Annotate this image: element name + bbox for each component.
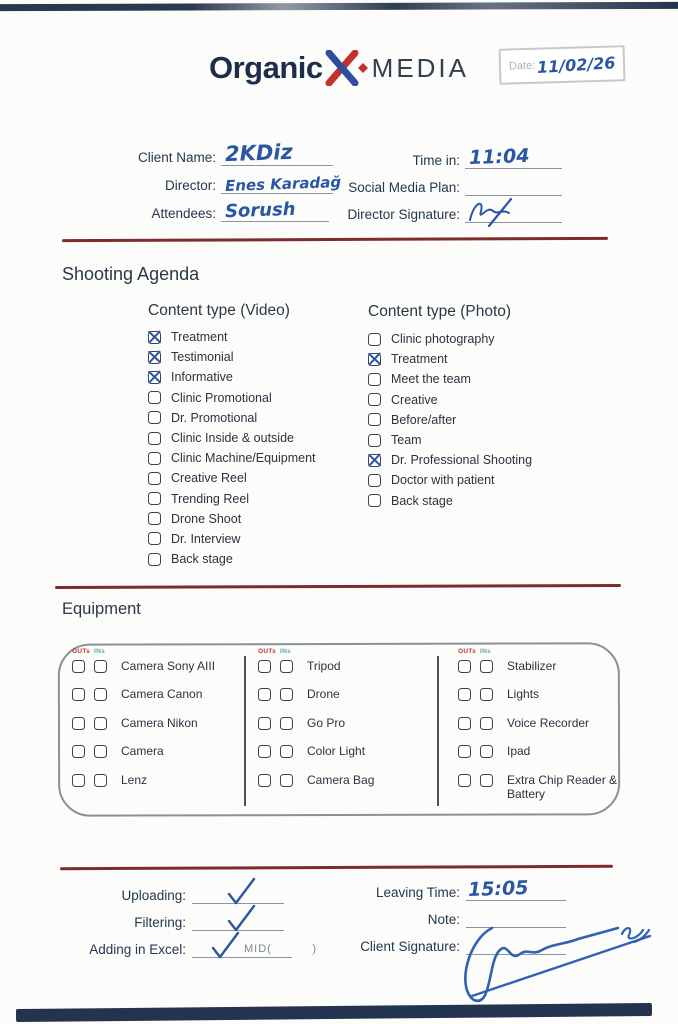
equipment-mini-headers [72, 648, 215, 656]
content-type-photo-title: Content type (Photo) [368, 303, 512, 320]
checkbox[interactable] [148, 512, 161, 525]
photo-option-treatment[interactable] [368, 349, 532, 369]
in-checkbox[interactable] [480, 688, 493, 701]
divider-rule-bottom [60, 865, 613, 870]
equipment-item-go-pro[interactable] [258, 716, 374, 744]
video-option-clinic-inside-outside[interactable] [148, 428, 316, 448]
date-value-handwritten: 11/02/26 [536, 52, 617, 77]
equipment-column-divider-1 [244, 656, 246, 806]
attendees-row [100, 200, 336, 222]
filtering-checkmark [226, 904, 258, 934]
checkbox-label: Creative [391, 392, 438, 407]
equipment-item-voice-recorder[interactable] [458, 716, 632, 744]
divider-rule-middle [55, 584, 621, 589]
adding-in-excel-field[interactable] [192, 935, 318, 958]
in-checkbox[interactable] [94, 745, 107, 758]
checkbox[interactable] [148, 411, 161, 424]
checkbox[interactable] [148, 331, 161, 344]
uploading-label: Uploading: [121, 888, 186, 903]
out-checkbox[interactable] [458, 745, 471, 758]
out-checkbox[interactable] [458, 660, 471, 673]
checkbox-label: Dr. Interview [171, 531, 241, 546]
equipment-column-1 [72, 648, 215, 801]
equipment-item-lenz[interactable] [72, 773, 215, 801]
in-checkbox[interactable] [94, 688, 107, 701]
logo-x-icon [324, 50, 370, 86]
photo-option-before-after[interactable] [368, 410, 532, 430]
equipment-label: Go Pro [307, 715, 346, 730]
out-checkbox[interactable] [458, 688, 471, 701]
checkbox[interactable] [148, 452, 161, 465]
equipment-label: Ipad [507, 744, 531, 759]
out-checkbox[interactable] [258, 688, 271, 701]
equipment-label: Camera Bag [307, 772, 375, 787]
checkbox-label: Clinic Promotional [171, 390, 272, 405]
in-checkbox[interactable] [280, 688, 293, 701]
in-checkbox[interactable] [280, 745, 293, 758]
checkbox[interactable] [148, 391, 161, 404]
out-checkbox[interactable] [72, 745, 85, 758]
divider-rule-top [62, 237, 608, 242]
in-checkbox[interactable] [94, 717, 107, 730]
checkbox-label: Creative Reel [171, 471, 247, 486]
content-type-video-title: Content type (Video) [148, 302, 290, 319]
filtering-label: Filtering: [134, 915, 186, 930]
checkbox-label: Back stage [391, 493, 453, 508]
client-signature-label: Client Signature: [360, 939, 460, 954]
ins-label: INs [480, 648, 492, 655]
equipment-column-2 [258, 648, 374, 801]
date-label: Date: [508, 59, 536, 73]
video-option-trending-reel[interactable] [148, 489, 316, 509]
bottom-accent-bar [16, 1003, 652, 1022]
equipment-label: Voice Recorder [507, 715, 590, 730]
leaving-time-row [328, 876, 568, 902]
checkbox[interactable] [368, 494, 381, 507]
photo-option-creative[interactable] [368, 390, 532, 410]
note-field[interactable] [466, 905, 566, 928]
in-checkbox[interactable] [280, 660, 293, 673]
video-option-treatment[interactable] [148, 327, 316, 347]
equipment-label: Tripod [307, 659, 341, 673]
checkbox-label: Clinic Machine/Equipment [171, 451, 316, 466]
director-field[interactable] [221, 172, 342, 196]
director-signature-scribble [465, 196, 537, 228]
checkbox[interactable] [368, 333, 381, 346]
checkbox[interactable] [368, 353, 381, 366]
checkbox[interactable] [148, 532, 161, 545]
time-in-row [328, 144, 564, 170]
date-field[interactable] [499, 45, 626, 85]
checkbox[interactable] [148, 492, 161, 505]
out-checkbox[interactable] [72, 688, 85, 701]
equipment-column-3 [458, 648, 632, 801]
checkbox-label: Clinic Inside & outside [171, 431, 294, 446]
video-option-informative[interactable] [148, 367, 316, 387]
checkbox[interactable] [368, 373, 381, 386]
checkbox[interactable] [368, 434, 381, 447]
equipment-item-drone[interactable] [258, 687, 374, 715]
video-option-clinic-promotional[interactable] [148, 388, 316, 408]
video-option-testimonial[interactable] [148, 347, 316, 367]
equipment-label: Stabilizer [507, 659, 557, 673]
checkbox-label: Clinic photography [391, 332, 495, 347]
checkbox[interactable] [368, 454, 381, 467]
checkbox-label: Testimonial [171, 350, 234, 365]
time-in-value-handwritten: 11:04 [468, 144, 530, 170]
shooting-agenda-title: Shooting Agenda [62, 264, 200, 284]
director-row [100, 172, 342, 196]
equipment-item-ipad[interactable] [458, 744, 632, 772]
adding-in-excel-row [60, 936, 322, 958]
social-media-plan-field[interactable] [465, 174, 562, 196]
adding-in-excel-checkmark [210, 931, 242, 961]
equipment-label: Lights [507, 687, 540, 702]
equipment-label: Camera Sony AIII [121, 659, 216, 673]
logo-word-media: MEDIA [371, 52, 469, 83]
client-signature-field[interactable] [466, 932, 566, 955]
note-row [328, 906, 568, 928]
outs-label: OUTs [258, 648, 277, 655]
equipment-item-camera-nikon[interactable] [72, 716, 215, 744]
checkbox-label: Treatment [391, 352, 448, 367]
video-option-dr-interview[interactable] [148, 529, 316, 549]
time-in-field[interactable] [465, 144, 562, 170]
checkbox-label: Team [391, 433, 422, 448]
client-signature-row [328, 933, 568, 955]
video-checklist [148, 327, 316, 569]
checkbox[interactable] [148, 371, 161, 384]
equipment-mini-headers [258, 648, 374, 656]
checkbox-label: Meet the team [391, 372, 471, 387]
video-option-creative-reel[interactable] [148, 468, 316, 488]
footer-right [328, 876, 568, 955]
in-checkbox[interactable] [280, 717, 293, 730]
equipment-item-color-light[interactable] [258, 744, 374, 772]
in-checkbox[interactable] [480, 717, 493, 730]
checkbox[interactable] [148, 351, 161, 364]
out-checkbox[interactable] [258, 660, 271, 673]
video-option-dr-promotional[interactable] [148, 408, 316, 428]
client-info-right [328, 144, 564, 223]
photo-option-meet-the-team[interactable] [368, 369, 532, 389]
in-checkbox[interactable] [280, 774, 293, 787]
equipment-title: Equipment [62, 600, 141, 618]
client-name-row [100, 139, 336, 167]
checkbox-label: Trending Reel [171, 491, 250, 506]
equipment-item-extra-chip-reader-battery[interactable] [458, 773, 632, 801]
equipment-label: Camera Nikon [121, 715, 198, 730]
video-option-back-stage[interactable] [148, 549, 316, 569]
checkbox[interactable] [148, 553, 161, 566]
in-checkbox[interactable] [94, 774, 107, 787]
equipment-label: Lenz [121, 772, 148, 787]
checkbox-label: Treatment [171, 330, 228, 345]
out-checkbox[interactable] [72, 660, 85, 673]
social-media-plan-label: Social Media Plan: [348, 180, 460, 195]
checkbox-label: Before/after [391, 412, 457, 427]
client-name-label: Client Name: [137, 150, 216, 165]
equipment-item-camera[interactable] [72, 744, 215, 772]
equipment-item-camera-bag[interactable] [258, 773, 374, 801]
top-accent-bar [0, 2, 678, 11]
leaving-time-label: Leaving Time: [375, 885, 460, 900]
attendees-label: Attendees: [151, 206, 216, 221]
checkbox-label: Dr. Professional Shooting [391, 453, 533, 468]
client-name-field[interactable] [221, 139, 333, 167]
checkbox[interactable] [368, 474, 381, 487]
video-option-drone-shoot[interactable] [148, 509, 316, 529]
director-value-handwritten: Enes Karadağ [224, 172, 342, 196]
ins-label: INs [94, 648, 106, 655]
checkbox[interactable] [368, 413, 381, 426]
photo-option-clinic-photography[interactable] [368, 329, 532, 349]
out-checkbox[interactable] [458, 774, 471, 787]
equipment-label: Color Light [307, 744, 366, 759]
in-checkbox[interactable] [480, 660, 493, 673]
time-in-label: Time in: [412, 153, 460, 168]
uploading-field[interactable] [192, 881, 284, 904]
note-label: Note: [427, 912, 460, 927]
checkbox[interactable] [368, 393, 381, 406]
checkbox-label: Doctor with patient [391, 473, 495, 488]
photo-option-dr-professional-shooting[interactable] [368, 450, 532, 470]
photo-checklist [368, 329, 532, 511]
equipment-item-tripod[interactable] [258, 659, 374, 687]
uploading-row [60, 882, 322, 904]
out-checkbox[interactable] [258, 745, 271, 758]
in-checkbox[interactable] [94, 660, 107, 673]
out-checkbox[interactable] [458, 717, 471, 730]
director-signature-field[interactable] [465, 201, 562, 223]
ins-label: INs [280, 648, 292, 655]
social-media-plan-row [328, 174, 564, 196]
footer-left [60, 882, 322, 958]
out-checkbox[interactable] [258, 774, 271, 787]
leaving-time-field[interactable] [466, 878, 566, 901]
logo-word-organic: Organic [209, 50, 323, 85]
equipment-item-stabilizer[interactable] [458, 659, 632, 687]
in-checkbox[interactable] [480, 774, 493, 787]
equipment-label: Camera [121, 744, 164, 759]
equipment-mini-headers [458, 648, 632, 656]
checkbox-label: Drone Shoot [171, 511, 242, 526]
photo-option-back-stage[interactable] [368, 491, 532, 511]
director-signature-row [328, 201, 564, 223]
in-checkbox[interactable] [480, 745, 493, 758]
filtering-row [60, 909, 322, 931]
checkbox[interactable] [148, 432, 161, 445]
client-name-value-handwritten: 2KDiz [224, 139, 294, 167]
checkbox[interactable] [148, 472, 161, 485]
outs-label: OUTs [72, 648, 91, 655]
equipment-item-lights[interactable] [458, 687, 632, 715]
client-info-left [100, 139, 342, 223]
video-option-clinic-machine-equipment[interactable] [148, 448, 316, 468]
director-label: Director: [164, 178, 216, 193]
equipment-label: Drone [307, 687, 340, 702]
mid-note: MID( ) [244, 943, 318, 955]
photo-option-doctor-with-patient[interactable] [368, 470, 532, 490]
out-checkbox[interactable] [72, 774, 85, 787]
equipment-item-camera-sony-aiii[interactable] [72, 659, 215, 687]
director-signature-label: Director Signature: [347, 207, 460, 222]
checkbox-label: Informative [171, 370, 233, 385]
out-checkbox[interactable] [72, 717, 85, 730]
equipment-item-camera-canon[interactable] [72, 687, 215, 715]
leaving-time-value-handwritten: 15:05 [467, 876, 529, 902]
outs-label: OUTs [458, 648, 477, 655]
filtering-field[interactable] [192, 908, 284, 931]
checkbox-label: Dr. Promotional [171, 410, 258, 425]
equipment-label: Extra Chip Reader & Battery [507, 772, 618, 801]
out-checkbox[interactable] [258, 717, 271, 730]
uploading-checkmark [226, 877, 258, 907]
equipment-column-divider-2 [437, 656, 439, 806]
adding-in-excel-label: Adding in Excel: [89, 942, 186, 957]
attendees-value-handwritten: Sorush [224, 198, 296, 223]
attendees-field[interactable] [221, 200, 329, 222]
photo-option-team[interactable] [368, 430, 532, 450]
logo-diamond-icon [358, 63, 368, 73]
equipment-label: Camera Canon [121, 687, 203, 702]
checkbox-label: Back stage [171, 552, 233, 567]
